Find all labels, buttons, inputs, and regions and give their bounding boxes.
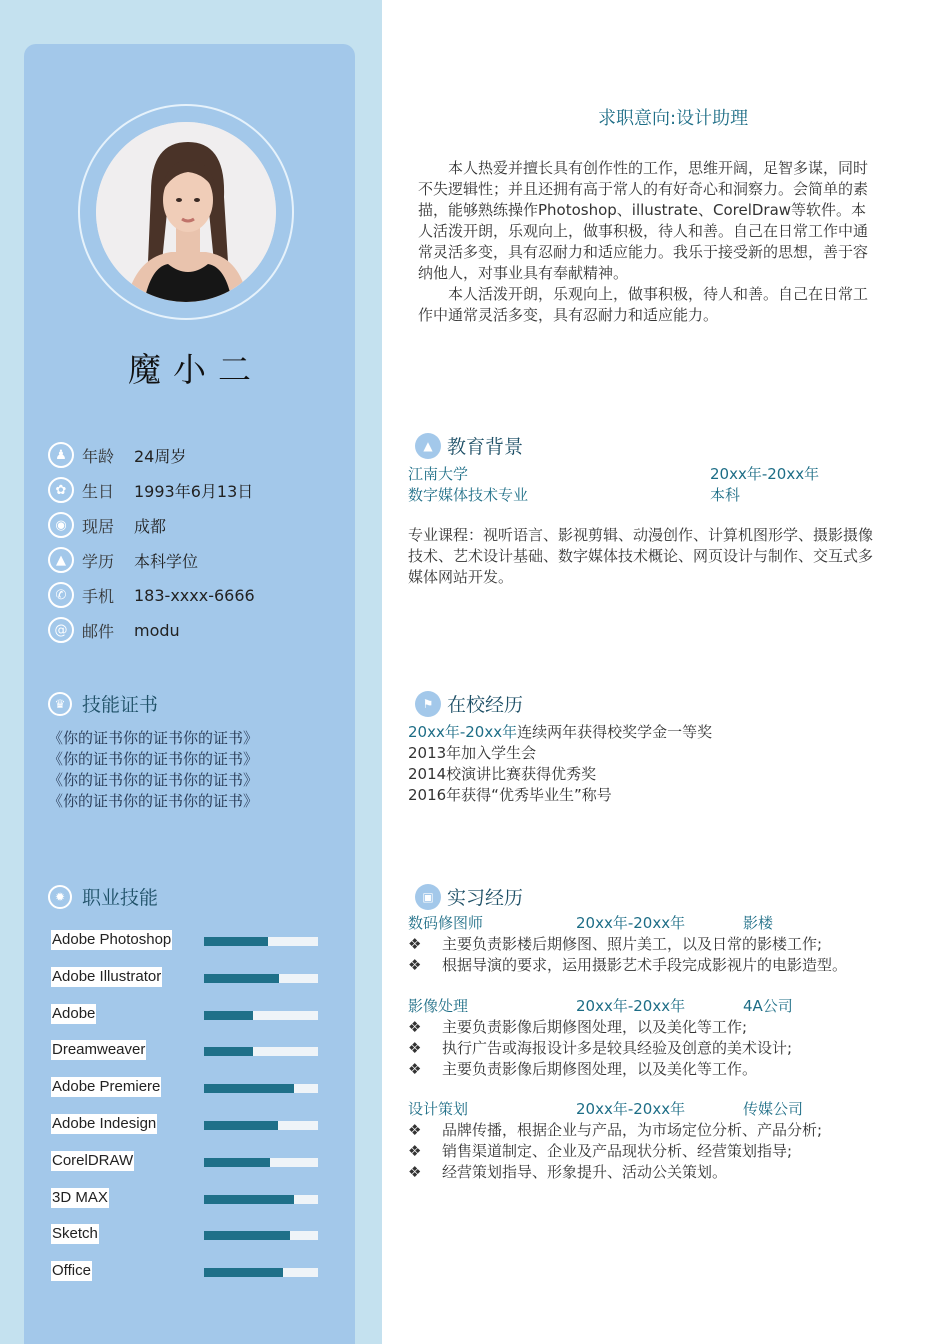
certificate-item: 《你的证书你的证书你的证书》 [48, 750, 259, 768]
course-line: 媒体网站开发。 [408, 568, 514, 586]
info-row-phone [48, 580, 255, 610]
intro-line: 描，能够熟练操作Photoshop、illustrate、CorelDraw等软件。本 [418, 201, 867, 219]
duty-text: 执行广告或海报设计多是较具经验及创意的美术设计; [442, 1039, 793, 1057]
certificate-item: 《你的证书你的证书你的证书》 [48, 729, 259, 747]
job-duty [408, 1059, 757, 1080]
skill-bar-fill [204, 1047, 253, 1056]
info-label: 生日 [82, 481, 115, 501]
duty-text: 主要负责影楼后期修图、照片美工，以及日常的影楼工作; [442, 935, 823, 953]
skill-label: Sketch [52, 1225, 98, 1243]
job-company: 4A公司 [743, 997, 793, 1015]
bullet-icon: ❖ [408, 1039, 422, 1057]
campus-item-years: 20xx年-20xx年 [408, 723, 518, 741]
duty-text: 品牌传播，根据企业与产品，为市场定位分析、产品分析; [442, 1121, 823, 1139]
info-value: modu [134, 620, 180, 640]
degree: 本科 [710, 486, 741, 504]
intro-line: 不失逻辑性；并且还拥有高于常人的有好奇心和洞察力。会简单的素 [418, 180, 869, 198]
bullet-icon: ❖ [408, 935, 422, 953]
skills-heading [48, 883, 158, 910]
skill-label: 3D MAX [52, 1188, 108, 1206]
intro-line: 常灵活多变，具有忍耐力和适应能力。我乐于接受新的思想，善于容 [418, 243, 869, 261]
certificate-item: 《你的证书你的证书你的证书》 [48, 792, 259, 810]
education-years: 20xx年-20xx年 [710, 465, 820, 483]
major: 数字媒体技术专业 [408, 486, 529, 504]
internship-heading [415, 883, 523, 910]
job-role: 设计策划 [408, 1100, 469, 1118]
info-row-education [48, 545, 198, 575]
certificates-heading [48, 690, 158, 717]
job-years: 20xx年-20xx年 [576, 1100, 686, 1118]
job-duty [408, 934, 822, 955]
duty-text: 根据导演的要求，运用摄影艺术手段完成影视片的电影造型。 [442, 956, 848, 974]
bullet-icon: ❖ [408, 1163, 422, 1181]
portrait-illustration [96, 122, 276, 302]
duty-text: 销售渠道制定、企业及产品现状分析、经营策划指导; [442, 1142, 793, 1160]
intro-line: 本人活泼开朗，乐观向上，做事积极，待人和善。自己在日常工 [418, 285, 869, 303]
intro-line: 本人热爱并擅长具有创作性的工作，思维开阔，足智多谋，同时 [418, 159, 869, 177]
info-label: 手机 [82, 586, 115, 606]
skill-label: Adobe Photoshop [52, 931, 172, 948]
education-heading [415, 432, 523, 459]
info-value: 1993年6月13日 [134, 481, 254, 501]
skill-bar-track [204, 1084, 318, 1093]
info-value: 24周岁 [134, 446, 187, 466]
flag-icon: ⚑ [415, 691, 441, 717]
info-label: 年龄 [82, 446, 115, 466]
skill-bar-track [204, 974, 318, 983]
job-objective: 求职意向:设计助理 [598, 108, 749, 129]
skill-bar-track [204, 1011, 318, 1020]
at-icon: @ [48, 617, 74, 643]
skill-bar-fill [204, 1195, 294, 1204]
campus-item: 2016年获得“优秀毕业生”称号 [408, 786, 612, 804]
skill-bar-fill [204, 937, 268, 946]
campus-title: 在校经历 [447, 694, 524, 716]
info-row-email [48, 615, 180, 645]
job-years: 20xx年-20xx年 [576, 997, 686, 1015]
info-value: 183-xxxx-6666 [134, 585, 255, 605]
info-label: 邮件 [82, 621, 115, 641]
graduation-cap-icon: ▲ [415, 433, 441, 459]
skill-bar-fill [204, 1011, 253, 1020]
campus-item [408, 722, 712, 743]
school-name: 江南大学 [408, 465, 469, 483]
skill-label: Adobe Illustrator [52, 967, 162, 985]
skill-bar-fill [204, 974, 279, 983]
skill-bar-track [204, 1268, 318, 1277]
campus-item: 2014校演讲比赛获得优秀奖 [408, 765, 597, 783]
intro-line: 人活泼开朗，乐观向上，做事积极，待人和善。自己在日常工作中通 [418, 222, 869, 240]
skill-label: Dreamweaver [52, 1041, 146, 1059]
skill-label: Adobe Premiere [52, 1078, 161, 1096]
candidate-name: 魔小二 [128, 350, 263, 389]
course-line: 专业课程：视听语言、影视剪辑、动漫创作、计算机图形学、摄影摄像 [408, 526, 874, 544]
skill-bar-track [204, 1047, 318, 1056]
intro-line: 作中通常灵活多变，具有忍耐力和适应能力。 [418, 306, 719, 324]
cake-icon: ✿ [48, 477, 74, 503]
bullet-icon: ❖ [408, 1060, 422, 1078]
bullet-icon: ❖ [408, 1018, 422, 1036]
skill-bar-track [204, 1158, 318, 1167]
skill-label: CorelDRAW [52, 1151, 134, 1169]
info-value: 本科学位 [134, 551, 199, 571]
skill-bar-fill [204, 1158, 270, 1167]
education-title: 教育背景 [447, 436, 524, 458]
skill-label: Adobe Indesign [52, 1115, 157, 1132]
job-company: 影楼 [743, 914, 774, 932]
campus-heading [415, 690, 523, 717]
skill-bar-track [204, 1195, 318, 1204]
certificate-item: 《你的证书你的证书你的证书》 [48, 771, 259, 789]
certificates-title: 技能证书 [82, 694, 159, 716]
skill-bar-fill [204, 1231, 290, 1240]
location-icon: ◉ [48, 512, 74, 538]
bullet-icon: ❖ [408, 956, 422, 974]
skill-bar-fill [204, 1121, 278, 1130]
campus-item-text: 连续两年获得校奖学金一等奖 [517, 723, 713, 741]
profile-photo [96, 122, 276, 302]
skill-bar-track [204, 1231, 318, 1240]
skill-bar-fill [204, 1268, 283, 1277]
skill-label: Adobe [52, 1004, 96, 1022]
intro-line: 纳他人，对事业具有奉献精神。 [418, 264, 629, 282]
skill-bar-track [204, 937, 318, 946]
job-role: 数码修图师 [408, 914, 484, 932]
job-duty [408, 1017, 747, 1038]
skill-bar-fill [204, 1084, 294, 1093]
info-row-residence [48, 510, 166, 540]
person-icon: ♟ [48, 442, 74, 468]
job-duty [408, 1120, 822, 1141]
job-years: 20xx年-20xx年 [576, 914, 686, 932]
internship-title: 实习经历 [447, 887, 524, 909]
monitor-icon: ▣ [415, 884, 441, 910]
course-line: 技术、艺术设计基础、数字媒体技术概论、网页设计与制作、交互式多 [408, 547, 874, 565]
job-duty [408, 1141, 792, 1162]
info-label: 学历 [82, 551, 115, 571]
bullet-icon: ❖ [408, 1121, 422, 1139]
info-row-birthday [48, 475, 253, 505]
duty-text: 经营策划指导、形象提升、活动公关策划。 [442, 1163, 728, 1181]
phone-icon: ✆ [48, 582, 74, 608]
graduation-cap-icon: ▲ [48, 547, 74, 573]
trophy-icon: ♛ [48, 692, 72, 716]
info-label: 现居 [82, 516, 115, 536]
skills-title: 职业技能 [82, 887, 159, 909]
duty-text: 主要负责影像后期修图处理，以及美化等工作; [442, 1018, 748, 1036]
job-duty [408, 1038, 792, 1059]
job-company: 传媒公司 [743, 1100, 804, 1118]
job-duty [408, 955, 847, 976]
info-row-age [48, 440, 186, 470]
job-role: 影像处理 [408, 997, 469, 1015]
sun-icon: ✹ [48, 885, 72, 909]
bullet-icon: ❖ [408, 1142, 422, 1160]
campus-item: 2013年加入学生会 [408, 744, 537, 762]
info-value: 成都 [134, 516, 167, 536]
skill-bar-track [204, 1121, 318, 1130]
skill-label: Office [52, 1262, 91, 1280]
job-duty [408, 1162, 727, 1183]
duty-text: 主要负责影像后期修图处理，以及美化等工作。 [442, 1060, 758, 1078]
